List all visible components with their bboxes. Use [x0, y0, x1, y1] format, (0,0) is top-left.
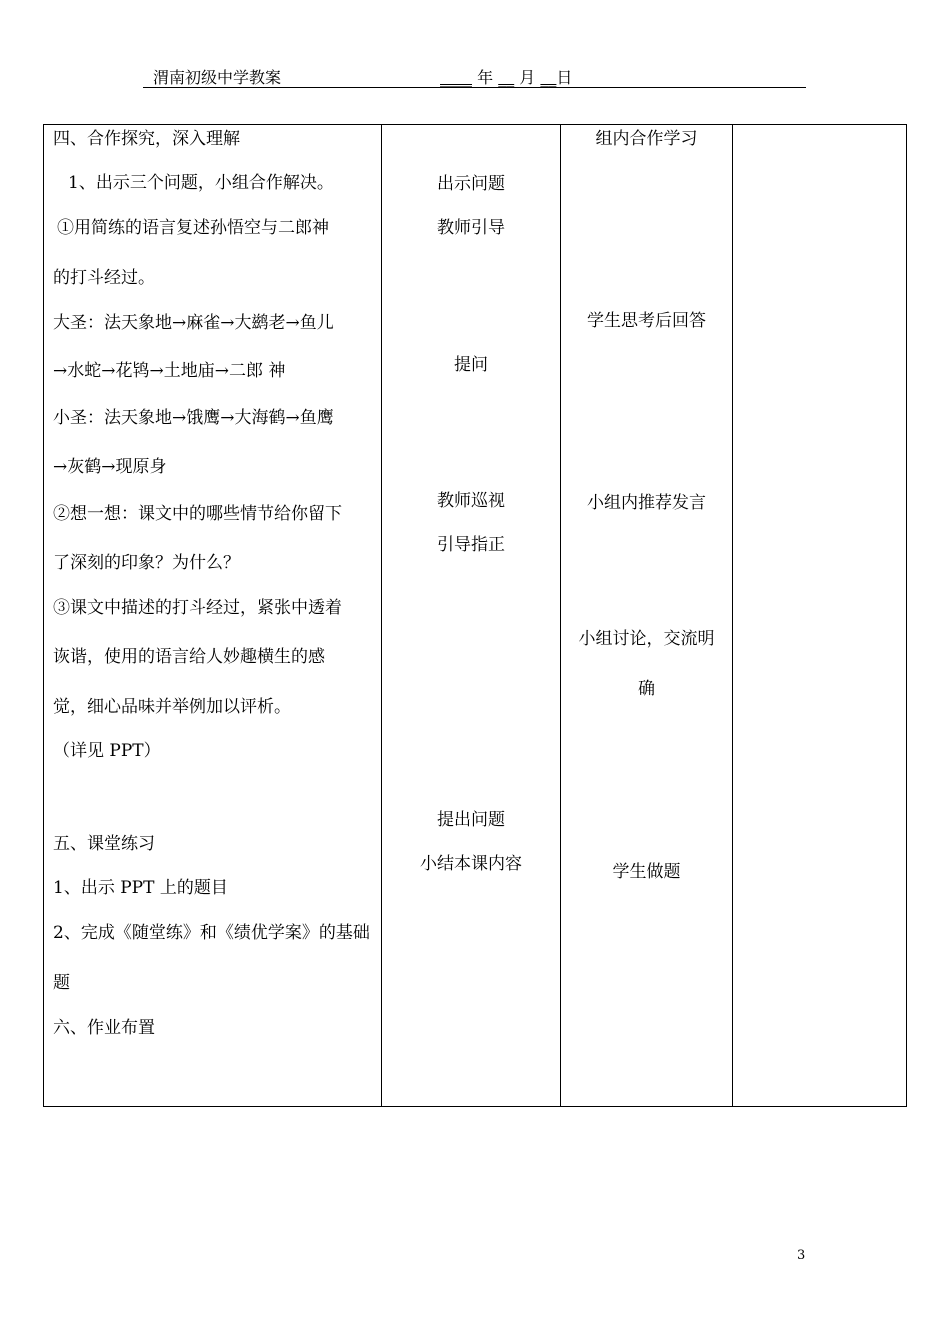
section-heading: 五、课堂练习 — [53, 834, 155, 854]
lesson-plan-table — [43, 124, 907, 1107]
day-label: 日 — [556, 68, 573, 87]
student-activity: 小组内推荐发言 — [587, 493, 706, 513]
year-blank: ____ — [440, 68, 472, 87]
month-label: 月 — [519, 68, 536, 87]
content-line: ①用简练的语言复述孙悟空与二郎神 — [57, 218, 329, 238]
teacher-activity: 提问 — [454, 355, 488, 375]
teacher-activity-cell — [382, 125, 561, 1107]
teacher-activity: 出示问题 — [437, 174, 505, 194]
content-cell — [44, 125, 382, 1107]
student-activity: 学生思考后回答 — [587, 311, 706, 331]
content-line: 题 — [53, 973, 70, 993]
teacher-activity: 小结本课内容 — [420, 854, 522, 874]
student-activity-cell — [561, 125, 733, 1107]
content-line: （详见 PPT） — [53, 741, 161, 761]
content-line: 2、完成《随堂练》和《绩优学案》的基础 — [53, 923, 370, 943]
teacher-activity: 引导指正 — [437, 535, 505, 555]
notes-cell — [733, 125, 907, 1107]
teacher-activity: 教师引导 — [437, 218, 505, 238]
content-line: 四、合作探究，深入理解 — [53, 129, 240, 149]
content-line: ③课文中描述的打斗经过，紧张中透着 — [53, 598, 342, 618]
date-fields — [440, 65, 572, 88]
year-label: 年 — [477, 68, 494, 87]
content-line: 的打斗经过。 — [53, 268, 155, 288]
teacher-activity: 教师巡视 — [437, 491, 505, 511]
student-activity: 组内合作学习 — [595, 129, 698, 149]
page-header — [143, 62, 806, 88]
student-activity: 小组讨论，交流明 — [578, 629, 715, 649]
content-line: 觉，细心品味并举例加以评析。 — [53, 697, 291, 717]
content-line: 了深刻的印象？为什么？ — [53, 553, 240, 573]
content-line: 大圣：法天象地→麻雀→大鹚老→鱼儿 — [53, 313, 334, 333]
school-name: 渭南初级中学教案 — [153, 68, 282, 87]
day-blank: __ — [540, 68, 557, 87]
content-line: →灰鹤→现原身 — [53, 457, 167, 477]
content-line: ②想一想：课文中的哪些情节给你留下 — [53, 504, 342, 524]
content-line: 诙谐，使用的语言给人妙趣横生的感 — [53, 647, 325, 667]
month-blank: __ — [498, 68, 515, 87]
content-line: 1、出示 PPT 上的题目 — [53, 878, 228, 898]
section-heading: 六、作业布置 — [53, 1018, 155, 1038]
page-number: 3 — [797, 1248, 806, 1263]
student-activity: 确 — [638, 679, 655, 699]
content-line: →水蛇→花鸨→土地庙→二郎 神 — [53, 361, 286, 381]
content-line: 1、出示三个问题，小组合作解决。 — [68, 173, 334, 193]
student-activity: 学生做题 — [612, 862, 681, 882]
teacher-activity: 提出问题 — [437, 810, 505, 830]
content-line: 小圣：法天象地→饿鹰→大海鹤→鱼鹰 — [53, 408, 334, 428]
